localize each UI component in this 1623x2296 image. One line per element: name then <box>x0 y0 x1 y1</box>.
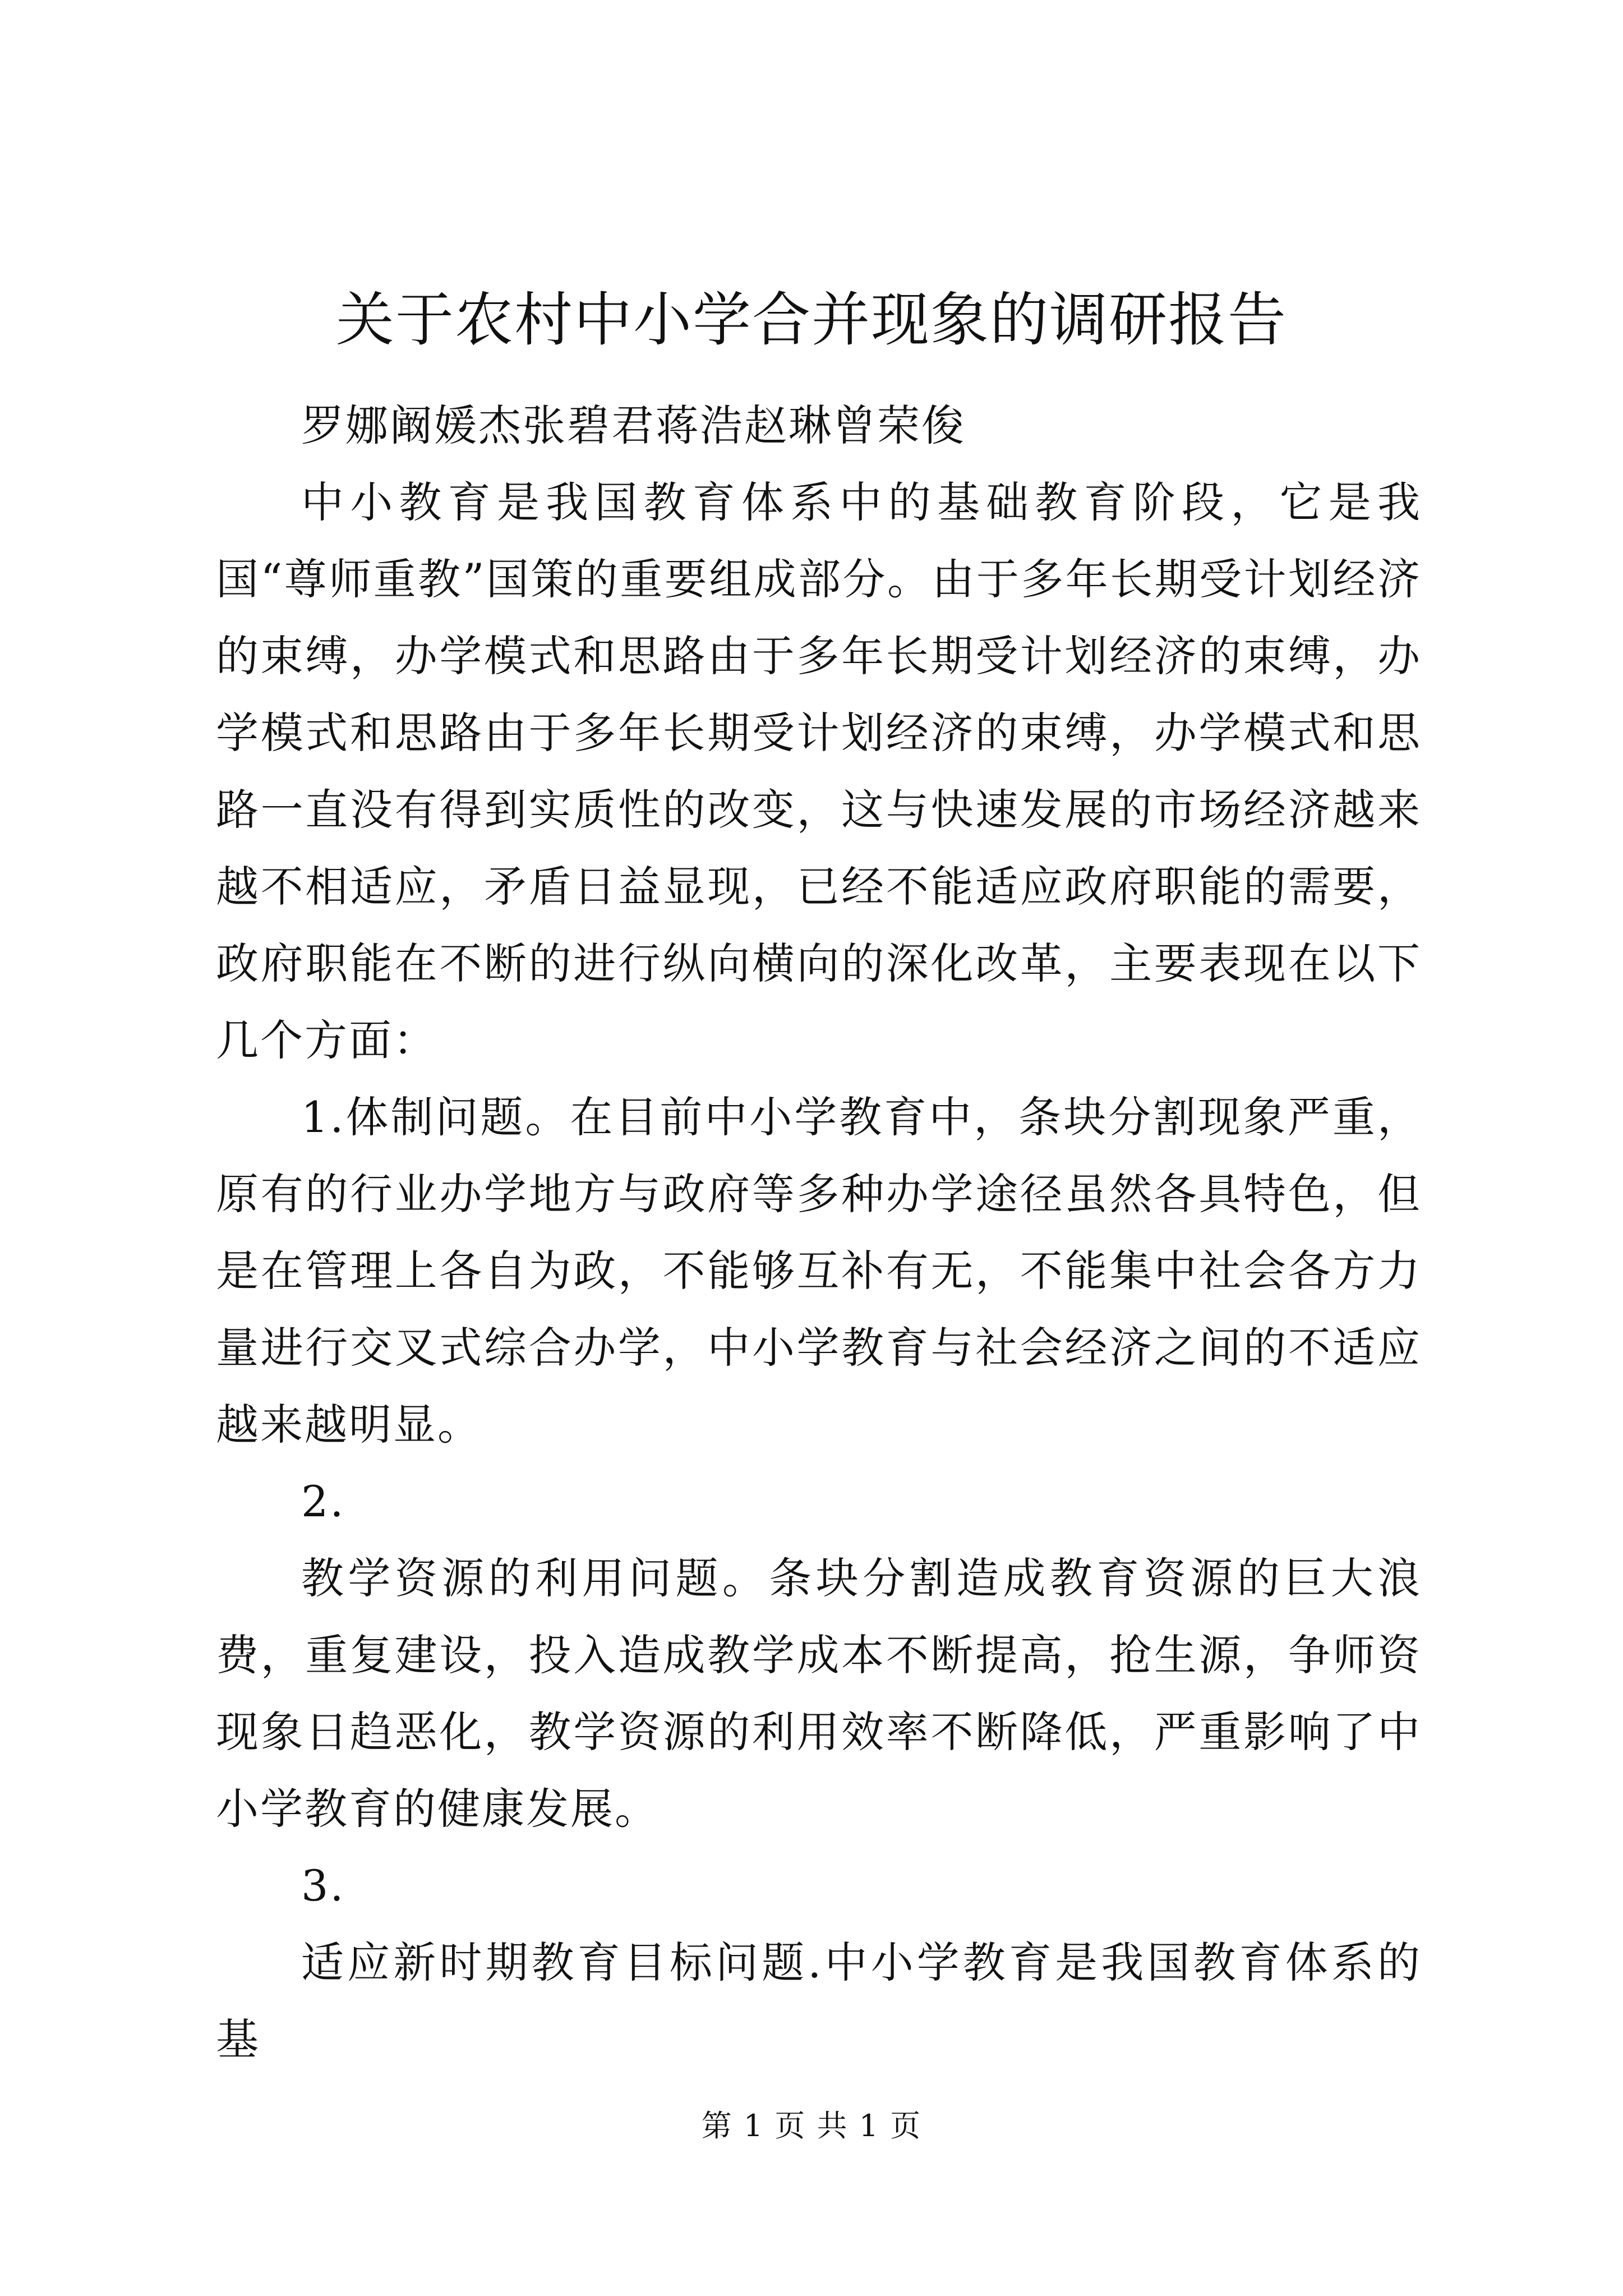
document-body <box>216 387 1422 2078</box>
paragraph-item-3: 适应新时期教育目标问题.中小学教育是我国教育体系的基 <box>216 1938 1422 2064</box>
page-footer: 第 1 页 共 1 页 <box>701 2108 922 2143</box>
paragraph-number-2: 2. <box>301 1476 345 1526</box>
paragraph-intro: 中小教育是我国教育体系中的基础教育阶段，它是我国“尊师重教”国策的重要组成部分。由于多年长期受计划经济的束缚，办学模式和思路由于多年长期受计划经济的束缚，办学模式和思路由于多年长期受计划经济的束缚，办学模式和思路一直没有得到实质性的改变，这与快速发展的市场经济越来越不相适应，矛盾日益显现，已经不能适应政府职能的需要，政府职能在不断的进行纵向横向的深化改革，主要表现在以下几个方面： <box>216 477 1422 1065</box>
paragraph-item-2: 教学资源的利用问题。条块分割造成教育资源的巨大浪费，重复建设，投入造成教学成本不断提高，抢生源，争师资现象日趋恶化，教学资源的利用效率不断降低，严重影响了中小学教育的健康发展。 <box>216 1553 1422 1834</box>
paragraph-number-3: 3. <box>301 1861 345 1911</box>
document-title: 关于农村中小学合并现象的调研报告 <box>335 286 1287 354</box>
author-line: 罗娜阚媛杰张碧君蒋浩赵琳曾荣俊 <box>301 401 966 450</box>
paragraph-item-1: 1.体制问题。在目前中小学教育中，条块分割现象严重，原有的行业办学地方与政府等多种办学途径虽然各具特色，但是在管理上各自为政，不能够互补有无，不能集中社会各方力量进行交叉式综合办学，中小学教育与社会经济之间的不适应越来越明显。 <box>216 1092 1422 1450</box>
